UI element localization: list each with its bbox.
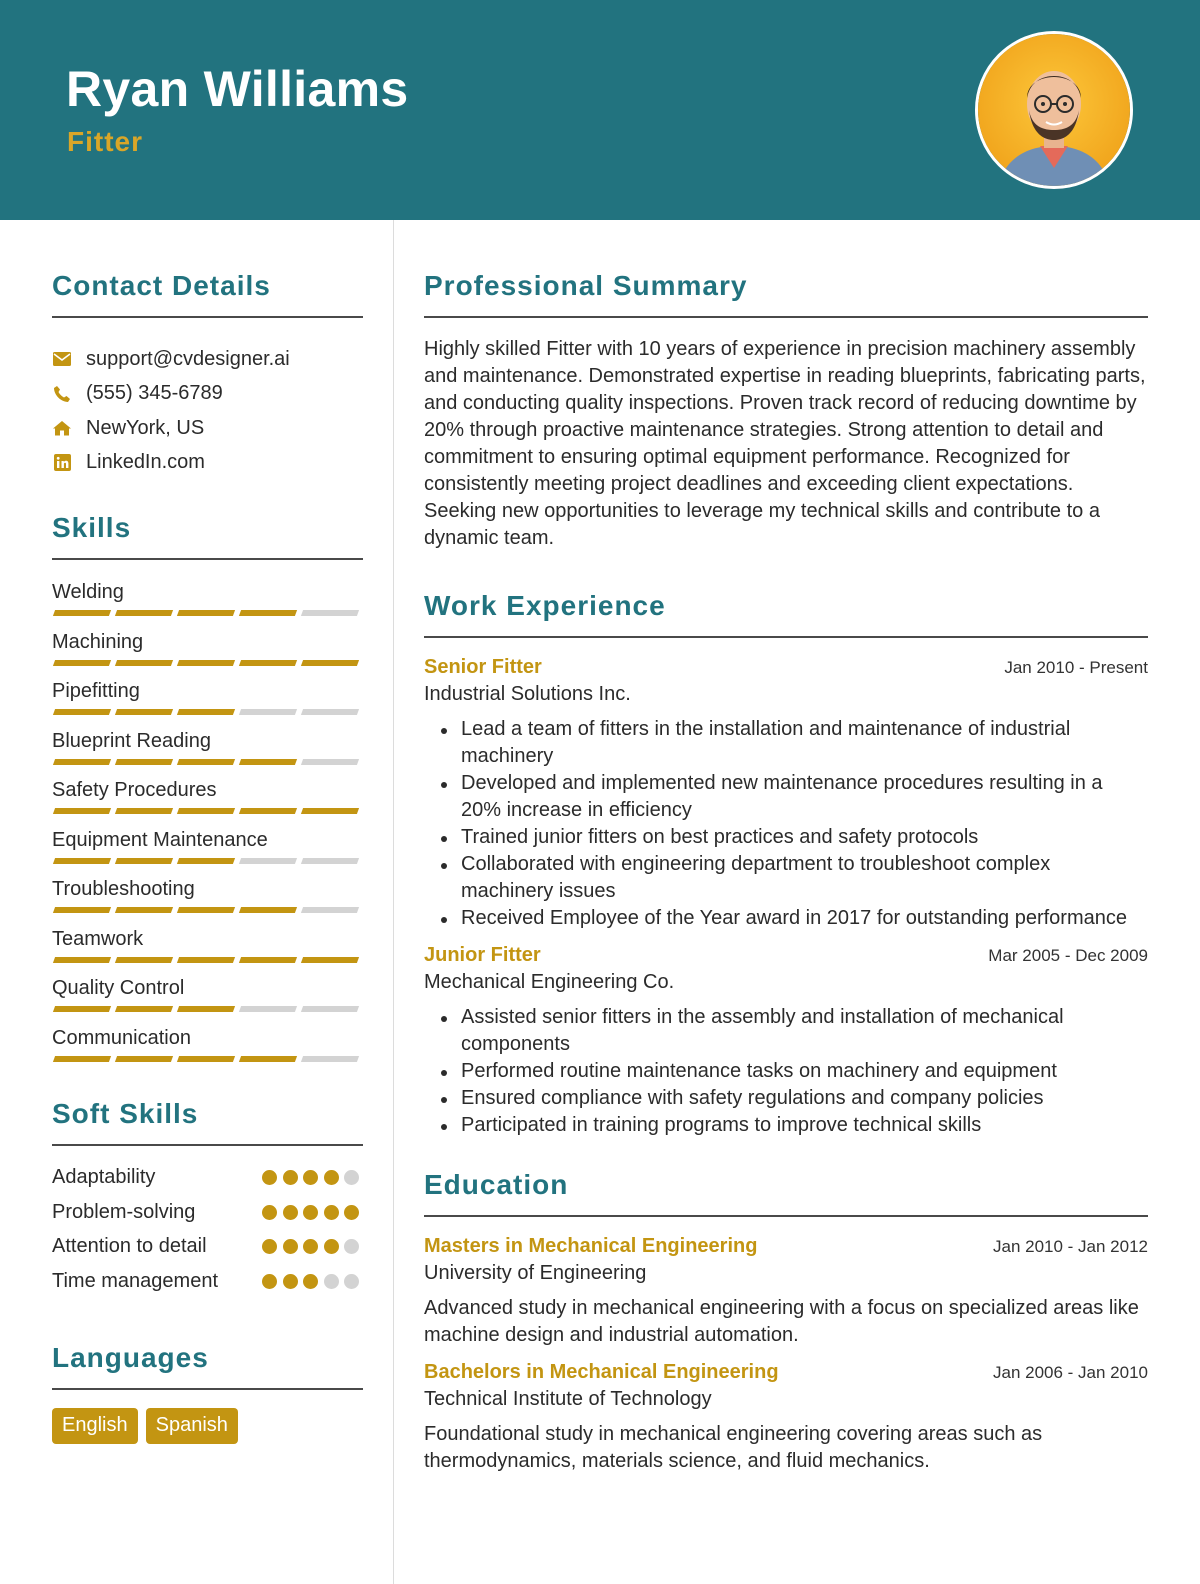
soft-skill-name: Time management <box>52 1269 218 1292</box>
soft-skill-name: Attention to detail <box>52 1235 207 1257</box>
skills-title: Skills <box>52 512 132 543</box>
skill-segment-empty <box>301 610 359 616</box>
skill-item <box>52 675 363 725</box>
rating-dot-filled <box>324 1205 339 1220</box>
home-icon <box>52 418 72 438</box>
skill-segment-filled <box>177 1006 235 1012</box>
job-entry <box>424 944 1148 1139</box>
skill-level-bar <box>52 660 363 666</box>
section-rule <box>52 1388 363 1390</box>
contact-linkedin[interactable] <box>52 446 363 481</box>
rating-dot-filled <box>283 1205 298 1220</box>
skill-level-bar <box>52 907 363 913</box>
skill-item <box>52 972 363 1022</box>
skill-segment-filled <box>177 660 235 666</box>
skill-segment-filled <box>177 808 235 814</box>
skill-segment-filled <box>53 858 111 864</box>
job-date: Mar 2005 - Dec 2009 <box>988 946 1148 965</box>
skill-segment-filled <box>301 808 359 814</box>
candidate-name: Ryan Williams <box>66 61 409 117</box>
education-section <box>424 1169 1148 1475</box>
languages-section <box>52 1342 363 1444</box>
contact-phone[interactable] <box>52 377 363 412</box>
skill-item <box>52 725 363 775</box>
skill-item <box>52 1022 363 1072</box>
skill-level-bar <box>52 709 363 715</box>
skill-name: Blueprint Reading <box>52 729 211 752</box>
skill-segment-filled <box>115 907 173 913</box>
skill-segment-filled <box>177 907 235 913</box>
rating-dot-filled <box>303 1239 318 1254</box>
skill-segment-filled <box>239 610 297 616</box>
summary-text: Highly skilled Fitter with 10 years of experience in precision machinery assembly and maintenance. Demonstrated expertise in reading blueprints, fabricating parts, and conducting quality inspections. Proven track record of reducing downtime by 20% through proactive maintenance strategies. Strong attention to detail and commitment to ensuring optimal equipment performance. Recognized for consistently meeting project deadlines and exceeding client expectations. Seeking new opportunities to leverage my technical skills and contribute to a dynamic team. <box>424 338 1146 549</box>
education-header <box>424 1235 1148 1258</box>
skill-segment-filled <box>177 957 235 963</box>
skill-segment-empty <box>239 858 297 864</box>
job-company: Industrial Solutions Inc. <box>424 683 631 705</box>
education-school: University of Engineering <box>424 1262 647 1284</box>
skill-segment-empty <box>301 709 359 715</box>
job-bullet: Assisted senior fitters in the assembly and installation of mechanical components <box>424 1004 1148 1058</box>
job-bullet: Developed and implemented new maintenance procedures resulting in a 20% increase in efficiency <box>424 770 1148 824</box>
soft-skill-rating <box>262 1233 363 1254</box>
skill-segment-filled <box>177 709 235 715</box>
skill-segment-empty <box>301 858 359 864</box>
skill-segment-filled <box>115 709 173 715</box>
skill-level-bar <box>52 957 363 963</box>
job-bullet: Trained junior fitters on best practices and safety protocols <box>424 824 1148 851</box>
skill-level-bar <box>52 808 363 814</box>
education-description: Foundational study in mechanical engineering covering areas such as thermodynamics, materials science, and fluid mechanics. <box>424 1423 1043 1472</box>
skill-segment-filled <box>53 1006 111 1012</box>
language-badge: English <box>52 1408 138 1444</box>
right-column <box>424 220 1148 1475</box>
skill-level-bar <box>52 1056 363 1062</box>
skill-segment-empty <box>239 709 297 715</box>
skill-segment-filled <box>177 759 235 765</box>
skill-segment-filled <box>53 610 111 616</box>
rating-dot-filled <box>303 1205 318 1220</box>
job-bullets <box>424 1004 1148 1139</box>
skill-segment-filled <box>239 1056 297 1062</box>
rating-dot-empty <box>344 1274 359 1289</box>
linkedin-icon <box>52 453 72 473</box>
soft-skill-item <box>52 1164 363 1199</box>
job-entry <box>424 656 1148 932</box>
skill-item <box>52 923 363 973</box>
skill-item <box>52 774 363 824</box>
section-rule <box>424 1215 1148 1217</box>
header-band <box>0 0 1200 220</box>
job-title: Junior Fitter <box>424 944 541 966</box>
skill-segment-filled <box>239 957 297 963</box>
soft-skill-item <box>52 1233 363 1268</box>
education-title: Education <box>424 1169 569 1200</box>
rating-dot-filled <box>324 1239 339 1254</box>
avatar <box>975 31 1133 189</box>
skill-segment-filled <box>53 957 111 963</box>
job-date: Jan 2010 - Present <box>1004 658 1148 677</box>
column-divider <box>393 220 394 1584</box>
envelope-icon <box>52 349 72 369</box>
education-degree: Masters in Mechanical Engineering <box>424 1235 758 1257</box>
job-bullet: Collaborated with engineering department to troubleshoot complex machinery issues <box>424 851 1148 905</box>
soft-skill-item <box>52 1268 363 1303</box>
skill-name: Equipment Maintenance <box>52 828 268 851</box>
contact-title: Contact Details <box>52 270 271 301</box>
skill-segment-filled <box>115 759 173 765</box>
education-entry <box>424 1235 1148 1349</box>
summary-section <box>424 270 1148 552</box>
skill-segment-filled <box>53 808 111 814</box>
skill-segment-filled <box>177 1056 235 1062</box>
soft-skills-section <box>52 1098 363 1302</box>
soft-skill-rating <box>262 1164 363 1185</box>
education-date: Jan 2010 - Jan 2012 <box>992 1237 1148 1256</box>
skill-level-bar <box>52 610 363 616</box>
rating-dot-empty <box>344 1239 359 1254</box>
candidate-role: Fitter <box>67 126 143 157</box>
job-company: Mechanical Engineering Co. <box>424 971 675 993</box>
job-header <box>424 944 1148 967</box>
skill-segment-filled <box>239 907 297 913</box>
section-rule <box>52 558 363 560</box>
rating-dot-empty <box>324 1274 339 1289</box>
job-bullet: Performed routine maintenance tasks on machinery and equipment <box>424 1058 1148 1085</box>
education-date: Jan 2006 - Jan 2010 <box>992 1363 1148 1382</box>
skill-item <box>52 576 363 626</box>
job-bullet: Participated in training programs to improve technical skills <box>424 1112 1148 1139</box>
soft-skill-name: Adaptability <box>52 1166 156 1188</box>
section-rule <box>52 1144 363 1146</box>
job-bullet: Received Employee of the Year award in 2017 for outstanding performance <box>424 905 1148 932</box>
skill-segment-filled <box>239 759 297 765</box>
rating-dot-filled <box>262 1239 277 1254</box>
skill-item <box>52 626 363 676</box>
skill-name: Quality Control <box>52 977 185 999</box>
contact-linkedin-text: LinkedIn.com <box>86 451 205 474</box>
left-column <box>52 220 363 1444</box>
education-school: Technical Institute of Technology <box>424 1388 712 1410</box>
skill-segment-filled <box>115 808 173 814</box>
skill-level-bar <box>52 858 363 864</box>
skill-segment-empty <box>239 1006 297 1012</box>
skill-segment-filled <box>115 610 173 616</box>
soft-skill-rating <box>262 1199 363 1220</box>
soft-skill-rating <box>262 1268 363 1289</box>
skills-section <box>52 512 363 1071</box>
education-description: Advanced study in mechanical engineering with a focus on specialized areas like machine design and industrial automation. <box>424 1297 1139 1346</box>
education-entry <box>424 1361 1148 1475</box>
education-degree: Bachelors in Mechanical Engineering <box>424 1361 779 1383</box>
skill-segment-filled <box>115 1056 173 1062</box>
skill-segment-filled <box>115 660 173 666</box>
contact-phone-text: (555) 345-6789 <box>86 382 223 405</box>
rating-dot-filled <box>262 1205 277 1220</box>
skill-segment-filled <box>53 709 111 715</box>
contact-email[interactable] <box>52 342 363 377</box>
experience-title: Work Experience <box>424 590 666 621</box>
rating-dot-filled <box>283 1239 298 1254</box>
skill-segment-empty <box>301 1006 359 1012</box>
languages-title: Languages <box>52 1342 209 1373</box>
contact-location-text: NewYork, US <box>86 416 205 439</box>
job-bullet: Lead a team of fitters in the installation and maintenance of industrial machinery <box>424 716 1148 770</box>
rating-dot-filled <box>344 1205 359 1220</box>
skill-segment-empty <box>301 1056 359 1062</box>
skill-segment-filled <box>115 858 173 864</box>
contact-location <box>52 411 363 446</box>
skill-name: Troubleshooting <box>52 878 195 900</box>
rating-dot-filled <box>324 1170 339 1185</box>
job-header <box>424 656 1148 679</box>
rating-dot-filled <box>303 1170 318 1185</box>
skill-name: Communication <box>52 1026 191 1049</box>
skill-item <box>52 873 363 923</box>
soft-skill-item <box>52 1199 363 1234</box>
skill-segment-filled <box>115 957 173 963</box>
skill-name: Teamwork <box>52 927 144 950</box>
skill-segment-filled <box>53 907 111 913</box>
job-bullets <box>424 716 1148 932</box>
summary-title: Professional Summary <box>424 270 748 301</box>
phone-icon <box>52 384 72 404</box>
rating-dot-filled <box>283 1274 298 1289</box>
skill-item <box>52 824 363 874</box>
skill-segment-filled <box>53 1056 111 1062</box>
job-bullet: Ensured compliance with safety regulations and company policies <box>424 1085 1148 1112</box>
rating-dot-filled <box>303 1274 318 1289</box>
skill-name: Welding <box>52 581 124 603</box>
skill-level-bar <box>52 1006 363 1012</box>
skill-level-bar <box>52 759 363 765</box>
skill-name: Pipefitting <box>52 680 140 702</box>
skill-segment-filled <box>177 610 235 616</box>
skill-segment-filled <box>53 759 111 765</box>
contact-email-text: support@cvdesigner.ai <box>86 347 290 370</box>
education-header <box>424 1361 1148 1384</box>
skill-segment-filled <box>301 957 359 963</box>
rating-dot-empty <box>344 1170 359 1185</box>
language-badge: Spanish <box>146 1408 238 1444</box>
experience-section <box>424 590 1148 1139</box>
soft-skills-title: Soft Skills <box>52 1098 199 1129</box>
skill-name: Safety Procedures <box>52 779 217 801</box>
skill-name: Machining <box>52 630 144 653</box>
skill-segment-filled <box>239 660 297 666</box>
rating-dot-filled <box>262 1170 277 1185</box>
skill-segment-filled <box>177 858 235 864</box>
skill-segment-empty <box>301 759 359 765</box>
skill-segment-filled <box>53 660 111 666</box>
section-rule <box>52 316 363 318</box>
skill-segment-empty <box>301 907 359 913</box>
skill-segment-filled <box>301 660 359 666</box>
section-rule <box>424 316 1148 318</box>
skill-segment-filled <box>115 1006 173 1012</box>
skill-segment-filled <box>239 808 297 814</box>
soft-skill-name: Problem-solving <box>52 1200 196 1223</box>
rating-dot-filled <box>283 1170 298 1185</box>
contact-section <box>52 270 363 480</box>
section-rule <box>424 636 1148 638</box>
job-title: Senior Fitter <box>424 656 542 678</box>
rating-dot-filled <box>262 1274 277 1289</box>
